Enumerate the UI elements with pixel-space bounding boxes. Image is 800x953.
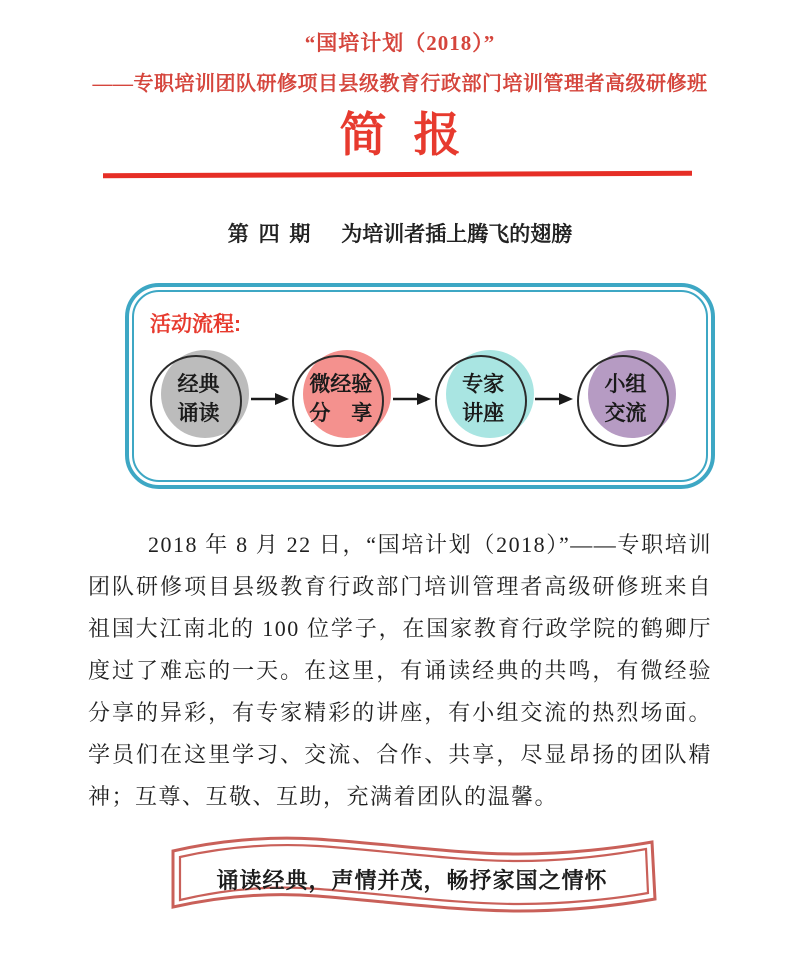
- step-label: [292, 353, 389, 445]
- flow-step-classic-reading: [150, 350, 247, 447]
- activity-flow-label: 活动流程:: [150, 313, 241, 336]
- step-label-line1: 小组: [604, 373, 647, 396]
- flow-arrow-icon: [251, 392, 289, 406]
- activity-flow-box-inner: [132, 290, 708, 482]
- step-label: [435, 353, 532, 445]
- step-label-line2: 诵读: [177, 402, 220, 425]
- bulletin-title: 简 报: [339, 108, 461, 161]
- step-label-line1: 微经验: [309, 373, 373, 396]
- flow-steps-row: [150, 350, 674, 447]
- ribbon-banner: [166, 834, 658, 920]
- step-label: [150, 353, 247, 445]
- step-label-line1: 经典: [177, 373, 220, 396]
- flow-step-group-exchange: [577, 350, 674, 447]
- title-underline: [103, 171, 692, 179]
- ribbon-text: 诵读经典，声情并茂，畅抒家国之情怀: [216, 868, 608, 893]
- step-label-line2: 分 享: [309, 402, 373, 425]
- issue-heading: 第 四 期 为培训者插上腾飞的翅膀: [227, 223, 573, 246]
- flow-arrow-icon: [393, 392, 431, 406]
- flow-arrow-icon: [535, 392, 573, 406]
- activity-flow-box: [125, 283, 715, 489]
- step-label-line2: 交流: [604, 402, 647, 425]
- body-paragraph: 2018 年 8 月 22 日，“国培计划（2018）”——专职培训团队研修项目县级教育行政部门培训管理者高级研修班来自祖国大江南北的 100 位学子，在国家教育行政学院的鹤卿厅度过了难忘的一天。在这里，有诵读经典的共鸣，有微经验分享的异彩，有专家精彩的讲座，有小组交流的热烈场面。学员们在这里学习、交流、合作、共享，尽显昂扬的团队精神；互尊、互敬、互助，充满着团队的温馨。: [88, 532, 712, 809]
- header-line2: ——专职培训团队研修项目县级教育行政部门培训管理者高级研修班: [92, 73, 708, 95]
- step-label-line2: 讲座: [462, 402, 505, 425]
- step-label-line1: 专家: [462, 373, 505, 396]
- flow-step-expert-lecture: [435, 350, 532, 447]
- step-label: [577, 353, 674, 445]
- flow-step-micro-experience: [292, 350, 389, 447]
- header-line1: “国培计划（2018）”: [304, 31, 496, 55]
